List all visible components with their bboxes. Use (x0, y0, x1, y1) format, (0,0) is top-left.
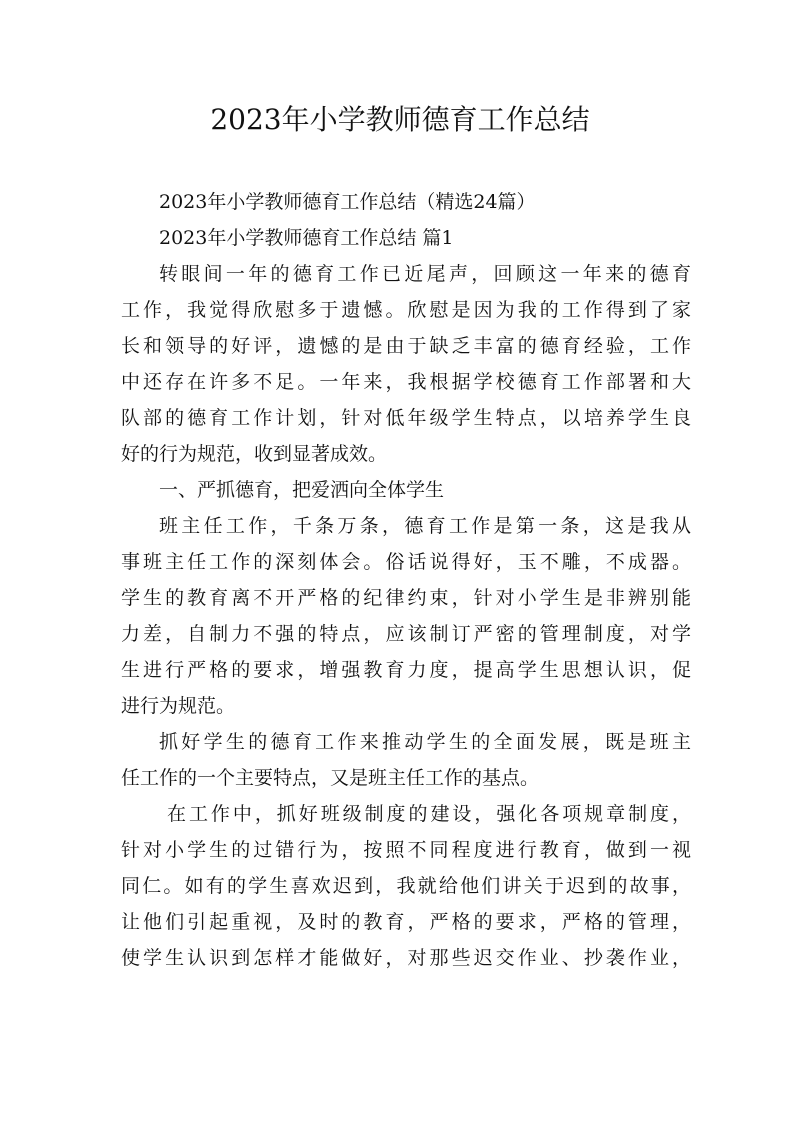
paragraph-line: 力差，自制力不强的特点，应该制订严密的管理制度，对学 (121, 623, 691, 645)
paragraph-line: 针对小学生的过错行为，按照不同程度进行教育，做到一视 (121, 839, 691, 861)
paragraph-line: 学生的教育离不开严格的纪律约束，针对小学生是非辨别能 (121, 587, 691, 609)
paragraph-line: 长和领导的好评，遗憾的是由于缺乏丰富的德育经验，工作 (121, 335, 691, 357)
subheading-line: 一、严抓德育，把爱洒向全体学生 (159, 479, 445, 501)
paragraph-line: 抓好学生的德育工作来推动学生的全面发展，既是班主 (159, 731, 691, 753)
document-title: 2023年小学教师德育工作总结 (210, 103, 590, 136)
paragraph-line: 使学生认识到怎样才能做好，对那些迟交作业、抄袭作业， (121, 947, 691, 969)
paragraph-line: 进行为规范。 (121, 695, 236, 717)
paragraph-line: 中还存在许多不足。一年来，我根据学校德育工作部署和大 (121, 371, 691, 393)
paragraph-line: 在工作中，抓好班级制度的建设，强化各项规章制度， (167, 803, 691, 825)
paragraph-line: 转眼间一年的德育工作已近尾声，回顾这一年来的德育 (159, 263, 691, 285)
paragraph-line: 好的行为规范，收到显著成效。 (121, 443, 388, 465)
paragraph-line: 生进行严格的要求，增强教育力度，提高学生思想认识，促 (121, 659, 691, 681)
paragraph-line: 事班主任工作的深刻体会。俗话说得好，玉不雕，不成器。 (121, 551, 691, 573)
subtitle-line: 2023年小学教师德育工作总结（精选24篇） (159, 191, 536, 213)
paragraph-line: 同仁。如有的学生喜欢迟到，我就给他们讲关于迟到的故事， (121, 875, 691, 897)
paragraph-line: 让他们引起重视，及时的教育，严格的要求，严格的管理， (121, 911, 691, 933)
section-heading-line: 2023年小学教师德育工作总结 篇1 (159, 227, 454, 249)
paragraph-line: 工作，我觉得欣慰多于遗憾。欣慰是因为我的工作得到了家 (121, 299, 691, 321)
paragraph-line: 队部的德育工作计划，针对低年级学生特点，以培养学生良 (121, 407, 691, 429)
paragraph-line: 任工作的一个主要特点，又是班主任工作的基点。 (121, 767, 540, 789)
paragraph-line: 班主任工作，千条万条，德育工作是第一条，这是我从 (159, 515, 691, 537)
